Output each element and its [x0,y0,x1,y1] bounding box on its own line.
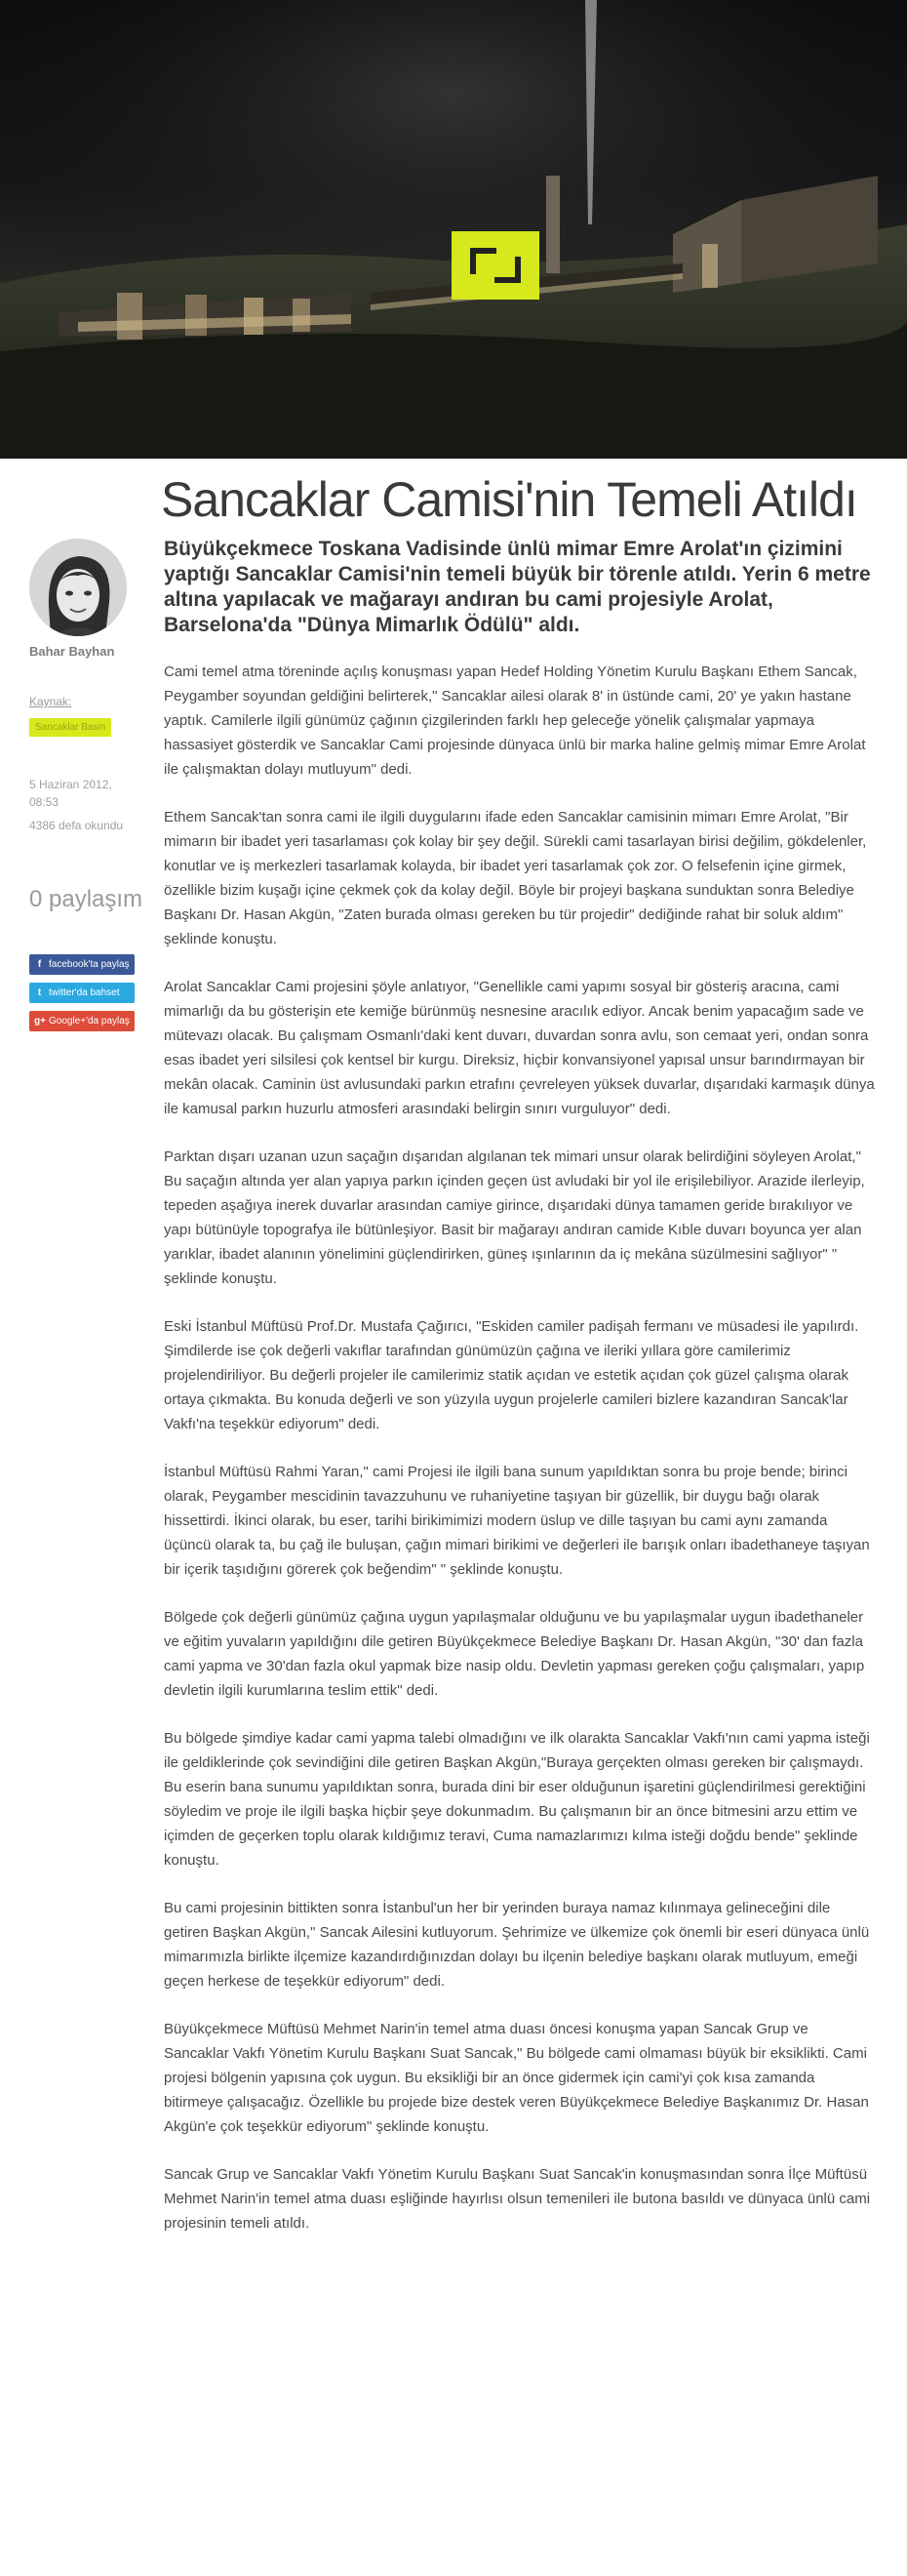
google-plus-icon: g+ [34,1016,46,1026]
article-paragraph: Cami temel atma töreninde açılış konuşması yapan Hedef Holding Yönetim Kurulu Başkanı Ethem Sancak, Peygamber soyundan geldiğini belirterek," Sancaklar ailesi olarak 8' in üstünde cami, 20' ye yakın hastane yaptık. Camilerle ilgili günümüz çağının çizgilerinden farklı hep geleceğe yönelik çalışmalar yapmaya hassasiyet gösterdik ve Sancaklar Cami projesinde dünyaca ünlü bir marka haline gelmiş mimar Emre Arolat ile çalışmaktan dolayı mutluyum" dedi. [164,664,866,778]
article-paragraph: Arolat Sancaklar Cami projesini şöyle anlatıyor, "Genellikle cami yapımı sosyal bir gösteriş aracına, cami mimarlığı da bu gösterişin ete kemiğe bürünmüş nesnesine aracılık ediyor. Ancak benim yapacağım sade ve mütevazı olacak. Bu çalışmam Osmanlı'daki kent duvarı, duvardan sonra avlu, son cemaat yeri, ondan sonra esas ibadet yeri silsilesi çok kentsel bir kurgu. Direksiz, hiçbir konvansiyonel yapısal unsur barındırmayan bir mekân olacak. Caminin üst avlusundaki parkın etrafını çevreleyen yüksek duvarlar, dışarıdaki karmaşık dünya ile kamusal parkın huzurlu atmosferi arasındaki belirgin sınırı vurguluyor" dedi. [164,979,875,1117]
article-paragraph: Ethem Sancak'tan sonra cami ile ilgili duygularını ifade eden Sancaklar camisinin mimarı Emre Arolat, "Bir mimarın bir ibadet yeri tasarlaması çok kolay bir şey değil. Sürekli cami tasarlayan birisi değilim, gökdelenler, konutlar ve iş merkezleri tasarlamak kolayda, bir ibadet yeri tasarlamak çok zor. O felsefenin içine girmek, özellikle bizim kuşağı içine çekmek çok da kolay değil. Böyle bir projeyi başkana sunduktan sonra Belediye Başkanı Dr. Hasan Akgün, "Zaten burada olması gereken bu tür projedir" dediğinde rahat bir soluk aldım" şeklinde konuştu. [164,809,867,947]
twitter-share-button[interactable] [29,983,135,1003]
facebook-share-button[interactable] [29,954,135,975]
google-plus-share-button[interactable] [29,1011,135,1031]
article-paragraph: Bu bölgede şimdiye kadar cami yapma talebi olmadığını ve ilk olarakta Sancaklar Vakfı'nın cami yapma isteği ile geldiklerinde çok sevindiğini dile getiren Başkan Akgün,"Buraya gerçekten olması gereken bir çalışmaydı. Bu eserin bana sunumu yapıldıktan sonra, burada dini bir eser olduğunun işaretini güçlendirilmesi gerektiğini söyledim ve proje ile ilgili başka hiçbir şeye dokunmadım. Bu çalışmanın bir an önce bitmesini arzu ettim ve içimden de geçerken toplu olarak kıldığımız teravi, Cuma namazlarımızı kılma isteği doğdu bende" şeklinde konuştu. [164,1730,870,1869]
share-count: 0 paylaşım [29,886,143,912]
article-paragraph: Büyükçekmece Müftüsü Mehmet Narin'in temel atma duası öncesi konuşma yapan Sancak Grup ve Sancaklar Vakfı Yönetim Kurulu Başkanı Suat Sancak," Bu bölgede cami olmaması büyük bir eksiklikti. Cami projesi bölgenin yapısına çok uygun. Bu eksikliği bir an önce gidermek için cami'yi çok kısa zamanda bitirmeye çalışacağız. Özellikle bu projede bize destek veren Büyükçekmece Belediye Başkanımız Dr. Hasan Akgün'e çok teşekkür ediyorum" şeklinde konuştu. [164,2021,869,2135]
source-label: Kaynak: [29,695,72,708]
article-paragraph: Parktan dışarı uzanan uzun saçağın dışarıdan algılanan tek mimari unsur olarak belirdiğini söyleyen Arolat," Bu saçağın altında yer alan yapıya parkın içinden geçen üst avludaki bir yol ile erişilebiliyor. Arazide ilerleyip, tepeden aşağıya inerek duvarlar arasından camiye girince, dışarıdaki dünya tamamen geride bırakılıyor ve yapı bütünüyle topografya ile bütünleşiyor. Basit bir mağarayı andıran camide Kıble duvarı boyunca yer alan yarıklar, ibadet alanının yönelimini güçlendirirken, güneş ışınlarının da iç mekâna süzülmesini sağlıyor" " şeklinde konuştu. [164,1148,865,1287]
article-title: Sancaklar Camisi'nin Temeli Atıldı [161,472,857,527]
author-avatar[interactable] [29,539,127,636]
article-paragraph: Sancak Grup ve Sancaklar Vakfı Yönetim Kurulu Başkanı Suat Sancak'in konuşmasından sonra İlçe Müftüsü Mehmet Narin'in temel atma duası eşliğinde hayırlısı olsun temenileri ile butona basıldı ve dünyaca ünlü cami projesinin temeli atıldı. [164,2166,871,2232]
author-name-link[interactable]: Bahar Bayhan [29,644,115,659]
facebook-icon: f [37,959,42,970]
google-share-label: Google+'da paylaş [49,1016,130,1026]
read-count: 4386 defa okundu [29,819,124,832]
hero-image [0,0,907,459]
article-paragraph: Bu cami projesinin bittikten sonra İstanbul'un her bir yerinden buraya namaz kılınmaya gelineceğini dile getiren Başkan Akgün," Sancak Ailesini kutluyorum. Şehrimize ve ülkemize çok önemli bir eseri dünyaca ünlü mimarımızla birlikte ilçemize kazandırdığınızdan dolayı bu ilçenin belediye başkanı olarak mutluyum, emeği geçen herkese de teşekkür ediyorum" dedi. [164,1900,870,1990]
article-paragraph: Bölgede çok değerli günümüz çağına uygun yapılaşmalar olduğunu ve bu yapılaşmalar uygun ibadethaneler ve eğitim yuvaların yapıldığını dile getiren Büyükçekmece Belediye Başkanı Dr. Hasan Akgün, "30' dan fazla cami yapma ve 30'dan fazla okul yapmak bize nasip oldu. Devletin yapması gereken çoğu çalışmaları, yapıp devletin ilgili kurumlarına teslim ettik" dedi. [164,1609,865,1699]
article-paragraph: Eski İstanbul Müftüsü Prof.Dr. Mustafa Çağırıcı, "Eskiden camiler padişah fermanı ve müsadesi ile yapılırdı. Şimdilerde ise çok değerli vakıflar tarafından günümüzün çağına ve ileriki yıllara göre camilerimiz projelendiriliyor. Bu değerli projeler ile camilerimiz statik açıdan ve estetik açıdan çok güzel çalışma olarak ortaya çıkmakta. Bu konuda değerli ve son yüzyıla uygun projelerle camileri bizlere kazandıran Sancak'lar Vakfı'na teşekkür ediyorum" dedi. [164,1318,859,1432]
facebook-share-label: facebook'ta paylaş [49,959,130,970]
article-paragraph: İstanbul Müftüsü Rahmi Yaran," cami Projesi ile ilgili bana sunum yapıldıktan sonra bu proje bende; birinci olarak, Peygamber mescidinin tavazzuhunu ve ruhaniyetine taşıyan bir güzellik, bir duygu bağı olarak hissettirdi. İkinci olarak, bu eser, tarihi birikimimizi modern üslup ve dille taşıyan bu cami aynı zamanda üçüncü olarak ta, bu çağ ile buluşan, çağın mimari birikimi ve değerleri ile barışık onları ibadethaneye taşıyan bir içerik taşıdığını görerek çok beğendim" " şeklinde konuştu. [164,1464,870,1578]
author-photo [29,539,127,636]
twitter-icon: t [37,987,42,998]
mosque-night-scene [0,0,907,459]
source-badge[interactable]: Sancaklar Basin [29,718,111,737]
publish-date: 5 Haziran 2012, [29,778,112,791]
twitter-share-label: twitter'da bahset [49,987,120,998]
publish-time: 08:53 [29,795,59,809]
article-body [164,660,876,2259]
gallery-frame-icon [452,231,539,300]
article-summary: Büyükçekmece Toskana Vadisinde ünlü mimar Emre Arolat'ın çizimini yaptığı Sancaklar Camisi'nin temeli büyük bir törenle atıldı. Yerin 6 metre altına yapılacak ve mağarayı andıran bu cami projesiyle Arolat, Barselona'da "Dünya Mimarlık Ödülü" aldı. [164,538,871,636]
gallery-button[interactable] [452,231,539,300]
